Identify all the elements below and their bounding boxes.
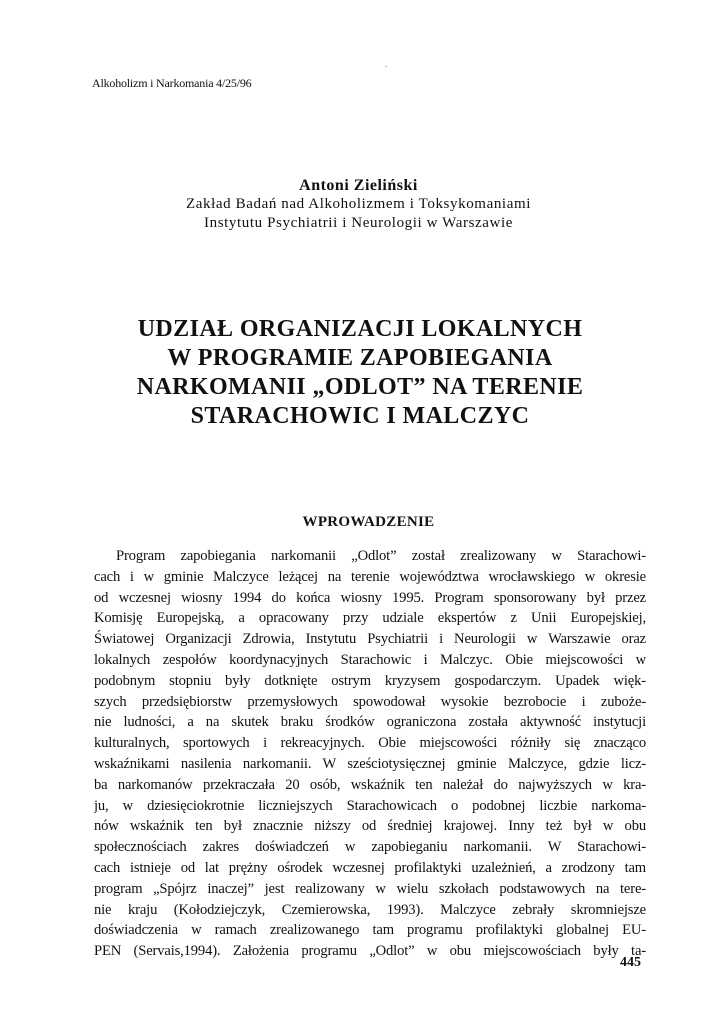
paragraph-line: Program zapobiegania narkomanii „Odlot” został zrealizowany w Starachowi- [116, 548, 646, 564]
paragraph-line: szych przedsiębiorstw przemysłowych spowodował wysokie bezrobocie i zubożе- [94, 693, 646, 710]
title-line: NARKOMANII „ODLOT” NA TERENIE [136, 374, 584, 400]
paragraph-line: Komisję Europejską, a opracowany przy udziale ekspertów z Unii Europejskiej, [94, 610, 646, 627]
paragraph-line: PEN (Servais,1994). Założenia programu „Odlot” w obu miejscowościach były ta- [94, 943, 646, 960]
paragraph-line: doświadczenia w ramach zrealizowanego tam programu profilaktyki globalnej EU- [94, 922, 646, 939]
article-title [60, 315, 660, 431]
scan-speck [385, 66, 387, 67]
paragraph-line: ba narkomanów przekraczała 20 osób, wskaźnik ten należał do najwyższych w kra- [94, 776, 646, 793]
paragraph-line: cach istnieje od lat prężny ośrodek wczesnej profilaktyki uzależnień, a zrodzony tam [94, 859, 646, 876]
paragraph-line: wskaźnikami nasilenia narkomanii. W sześciotysięcznej gminie Malczyce, gdzie licz- [94, 755, 646, 772]
paragraph-line: ju, w dziesięciokrotnie liczniejszych Starachowicach o podobnej liczbie narkoma- [94, 797, 646, 814]
affiliation-line: Instytutu Psychiatrii i Neurologii w Warszawie [204, 215, 513, 231]
body-paragraph [94, 546, 646, 962]
paragraph-line: program „Spójrz inaczej” jest realizowany w wielu szkołach podstawowych na tere- [94, 880, 646, 897]
author-name: Antoni Zieliński [299, 177, 418, 194]
paragraph-line: Światowej Organizacji Zdrowia, Instytutu Psychiatrii i Neurologii w Warszawie oraz [94, 631, 646, 648]
paragraph-line: nie kraju (Kołodziejczyk, Czemierowska, 1993). Malczyce zebrały skromniejsze [94, 901, 646, 918]
author-block [0, 176, 717, 233]
running-head: Alkoholizm i Narkomania 4/25/96 [92, 76, 252, 90]
affiliation-line: Zakład Badań nad Alkoholizmem i Toksykomaniami [186, 196, 531, 212]
paragraph-line: podobnym stopniu były dotknięte ostrym kryzysem gospodarczym. Upadek więk- [94, 672, 646, 689]
title-line: W PROGRAMIE ZAPOBIEGANIA [167, 345, 553, 371]
title-line: UDZIAŁ ORGANIZACJI LOKALNYCH [137, 316, 583, 342]
paragraph-line: nów wskaźnik ten był znacznie niższy od średniej krajowej. Inny też był w obu [94, 818, 646, 835]
paragraph-line: od wczesnej wiosny 1994 do końca wiosny 1995. Program sponsorowany był przez [94, 589, 646, 606]
paragraph-line: cach i w gminie Malczyce leżącej na terenie województwa wrocławskiego w okresie [94, 568, 646, 585]
page-number: 445 [620, 955, 641, 970]
paragraph-line: społecznościach zakres doświadczeń w zapobieganiu narkomanii. W Starachowi- [94, 839, 646, 856]
section-heading: WPROWADZENIE [302, 514, 435, 530]
paragraph-line: kulturalnych, sportowych i rekreacyjnych. Obie miejscowości różniły się znacząco [94, 735, 646, 752]
paragraph-line: lokalnych zespołów koordynacyjnych Starachowic i Malczyc. Obie miejscowości w [94, 651, 646, 668]
paragraph-line: nie ludności, a na skutek braku środków ograniczona została aktywność instytucji [94, 714, 646, 731]
title-line: STARACHOWIC I MALCZYC [190, 403, 530, 429]
